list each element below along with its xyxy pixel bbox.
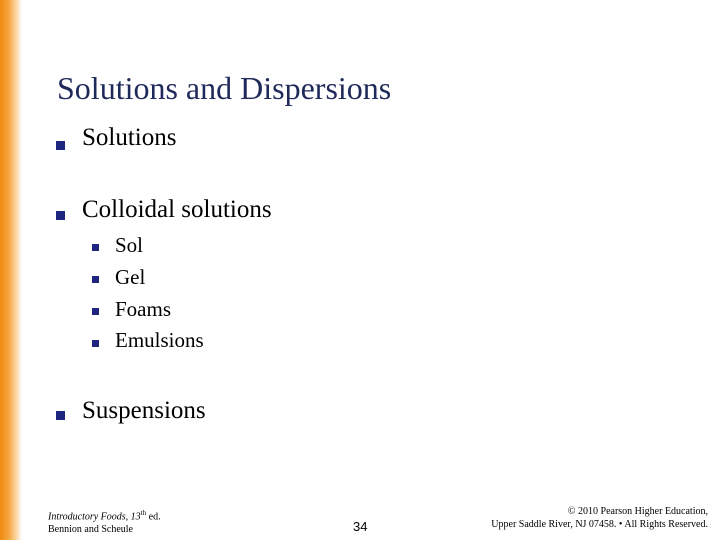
footer-copyright [491,505,708,531]
sub-bullet-square-icon [92,276,99,283]
sub-bullet-square-icon [92,308,99,315]
sub-bullet-gel: Gel [115,265,146,289]
copyright-line-2: Upper Saddle River, NJ 07458. • All Rights Reserved. [491,519,708,530]
footer-book-info [48,507,161,536]
sub-bullet-square-icon [92,340,99,347]
orange-side-bar [0,0,22,540]
sub-bullet-sol: Sol [115,233,144,257]
footer-book-title: Introductory Foods, 13th ed. [48,509,161,523]
bullet-suspensions: Suspensions [82,397,206,424]
bullet-square-icon [56,211,65,220]
slide-title: Solutions and Dispersions [57,70,392,106]
bullet-square-icon [56,411,65,420]
bullet-solutions: Solutions [82,124,177,151]
sub-bullet-foams: Foams [115,297,172,321]
bullet-colloidal-solutions: Colloidal solutions [82,196,272,223]
sub-bullet-emulsions: Emulsions [115,328,204,352]
page-number: 34 [353,519,368,534]
copyright-line-1: © 2010 Pearson Higher Education, [567,506,708,517]
sub-bullet-square-icon [92,244,99,251]
bullet-square-icon [56,141,65,150]
footer-authors: Bennion and Scheule [48,524,133,536]
